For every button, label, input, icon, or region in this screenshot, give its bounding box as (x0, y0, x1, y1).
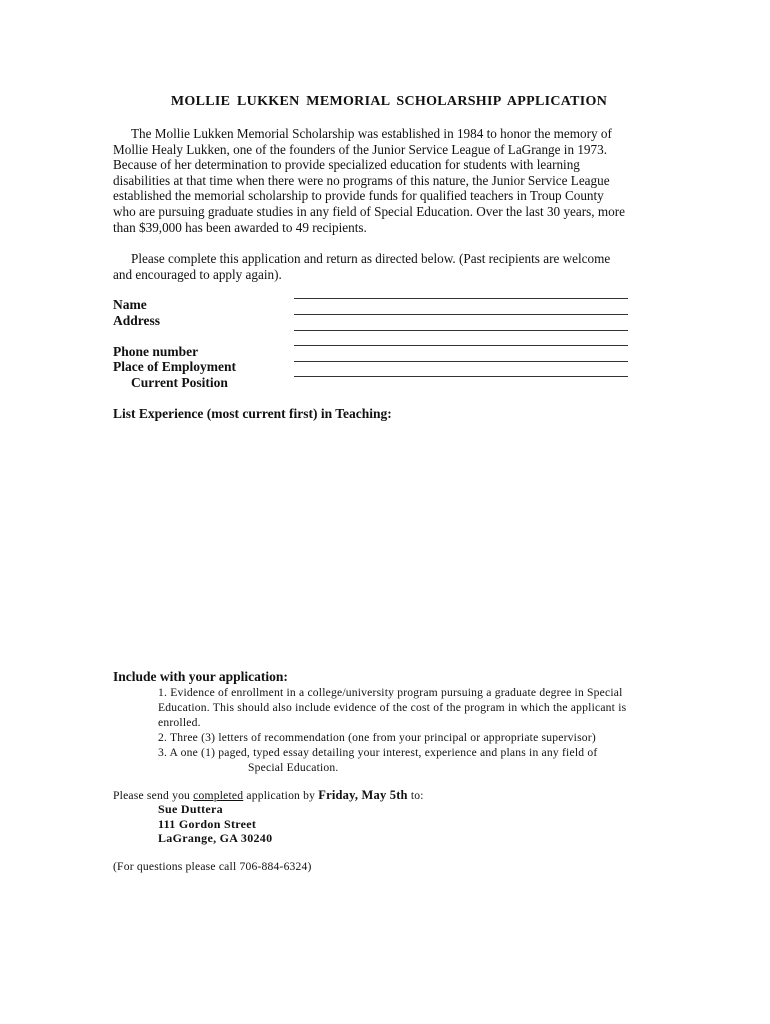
list-item: Special Education. (248, 761, 339, 774)
mailing-address (158, 802, 272, 846)
intro-line: than $39,000 has been awarded to 49 recipients. (113, 219, 367, 235)
instruction-line: Please complete this application and return as directed below. (Past recipients are welcome (131, 251, 611, 266)
intro-line: disabilities at that time when there were no programs of this nature, the Junior Service League (113, 172, 610, 188)
intro-line: Mollie Healy Lukken, one of the founders of the Junior Service League of LaGrange in 1973. (113, 141, 608, 157)
intro-line: who are pursuing graduate studies in any field of Special Education. Over the last 30 years, more (113, 203, 625, 219)
list-item: 3. A one (1) paged, typed essay detailing your interest, experience and plans in any field of (158, 746, 598, 759)
intro-paragraph (113, 126, 673, 235)
position-field[interactable] (294, 376, 628, 377)
address-field-line-2[interactable] (294, 330, 628, 331)
address-street: 111 Gordon Street (158, 816, 257, 831)
address-city: LaGrange, GA 30240 (158, 831, 273, 845)
position-label: Current Position (131, 375, 228, 390)
list-item: 1. Evidence of enrollment in a college/university program pursuing a graduate degree in Special (158, 686, 623, 699)
phone-field[interactable] (294, 345, 628, 346)
list-item: 2. Three (3) letters of recommendation (one from your principal or appropriate supervisor) (158, 731, 596, 744)
name-field[interactable] (294, 298, 628, 299)
address-field-line-1[interactable] (294, 314, 628, 315)
questions-contact: (For questions please call 706-884-6324) (113, 860, 312, 873)
send-instructions: Please send you completed application by Friday, May 5th to: (113, 788, 424, 802)
page-title: MOLLIE LUKKEN MEMORIAL SCHOLARSHIP APPLICATION (170, 94, 608, 109)
intro-line: The Mollie Lukken Memorial Scholarship was established in 1984 to honor the memory of (131, 126, 612, 141)
address-name: Sue Duttera (158, 802, 223, 816)
intro-line: established the memorial scholarship to provide funds for qualified teachers in Troup County (113, 188, 604, 204)
instruction-paragraph (113, 251, 673, 282)
include-heading: Include with your application: (113, 669, 288, 684)
list-item: enrolled. (158, 716, 201, 729)
instruction-line: and encouraged to apply again). (113, 266, 282, 282)
address-label: Address (113, 313, 161, 328)
completed-underlined: completed (193, 789, 244, 802)
name-label: Name (113, 297, 147, 312)
list-item: Education. This should also include evidence of the cost of the program in which the applicant is (158, 701, 627, 714)
employment-label: Place of Employment (113, 359, 236, 374)
experience-heading: List Experience (most current first) in Teaching: (113, 406, 392, 421)
deadline: Friday, May 5th (318, 788, 408, 802)
employment-field[interactable] (294, 361, 628, 362)
intro-line: Because of her determination to provide specialized education for students with learning (113, 157, 580, 173)
phone-label: Phone number (113, 344, 199, 359)
include-list (158, 685, 668, 775)
